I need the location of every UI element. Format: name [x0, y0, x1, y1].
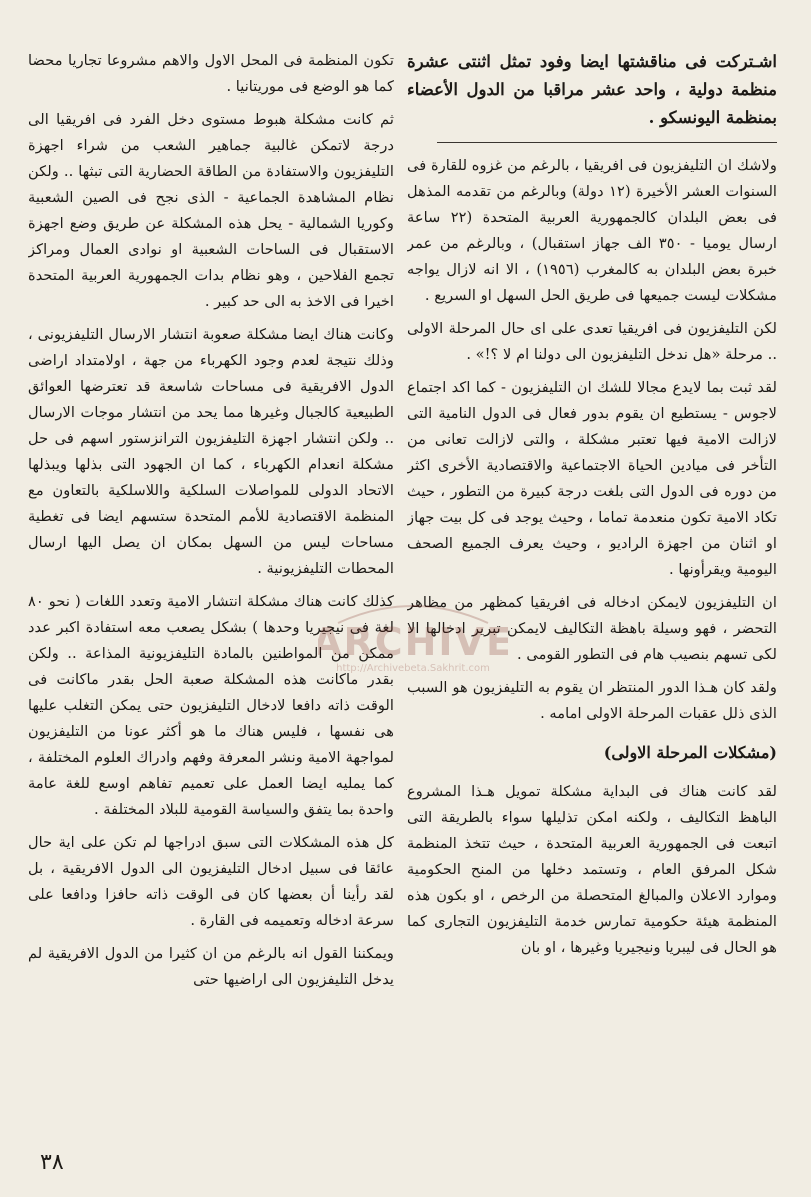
body-paragraph: ولقد كان هـذا الدور المنتظر ان يقوم به التليفزيون هو السبب الذى ذلل عقبات المرحلة الاولى امامه . [407, 679, 777, 722]
body-paragraph: ان التليفزيون لايمكن ادخاله فى افريقيا كمظهر من مظاهر التحضر ، فهو وسيلة باهظة التكاليف لايمكن تبرير ادخالها الا لكى تسهم بنصيب هام فى التطور القومى . [407, 594, 777, 663]
lead-divider [437, 142, 777, 143]
body-paragraph: كل هذه المشكلات التى سبق ادراجها لم تكن على اية حال عائقا فى سبيل ادخال التليفزيون الى الدول الافريقية ، بل لقد رأينا أن بعضها كان فى الوقت ذاته حافزا ودافعا على سرعة ادخاله وتعميمه فى القارة . [28, 834, 394, 929]
body-paragraph: وكانت هناك ايضا مشكلة صعوبة انتشار الارسال التليفزيونى ، وذلك نتيجة لعدم وجود الكهرباء من جهة ، اولامتداد اراضى الدول الافريقية فى مساحات شاسعة قد تعترضها العوائق الطبيعية كالجبال وغيرها مما يحد من انتشار موجات الارسال .. ولكن انتشار اجهزة التليفزيون الترانزستور اسهم فى حل مشكلة انعدام الكهرباء ، كما ان الجهود التى بذلها ويبذلها الاتحاد الدولى للمواصلات السلكية واللاسلكية بالتعاون مع المنظمة الاقتصادية للأمم المتحدة ستسهم ايضا فى تغطية مساحات ليس من السهل بمكان ان يصل اليها ارسال المحطات التليفزيونية . [28, 326, 394, 577]
body-paragraph: لقد ثبت بما لايدع مجالا للشك ان التليفزيون - كما اكد اجتماع لاجوس - يستطيع ان يقوم بدور فعال فى الدول النامية التى لازالت الامية فيها تعتبر مشكلة ، والتى لازالت تعانى من التأخر فى ميادين الحياة الاجتماعية والاقتصادية الأخرى اكثر من دوره فى الدول التى بلغت درجة كبيرة من التطور ، حيث تكاد الامية تكون منعدمة تماما ، وحيث يوجد فى كل بيت جهاز او اثنان من اجهزة الراديو ، وحيث يعرف الجميع الصحف اليومية ويقرأونها . [407, 379, 777, 578]
page-number: ٣٨ [40, 1150, 64, 1175]
watermark-url: http://Archivebeta.Sakhrit.com [336, 663, 490, 674]
body-paragraph: لقد كانت هناك فى البداية مشكلة تمويل هـذا المشروع الباهظ التكاليف ، ولكنه امكن تذليلها سواء بالطريقة التى اتبعت فى الجمهورية العربية المتحدة ، حيث تتخذ المنظمة شكل المرفق العام ، وتستمد دخلها من المنح الحكومية وموارد الاعلان والمبالغ المتحصلة من الرخص ، او بكون هذه المنظمة هيئة حكومية تمارس خدمة التليفزيون التجارى كما هو الحال فى ليبريا ونيجيريا وغيرها ، او بان [407, 783, 777, 956]
body-paragraph: لكن التليفزيون فى افريقيا تعدى على اى حال المرحلة الاولى .. مرحلة «هل ندخل التليفزيون الى دولنا ام لا ؟!» . [407, 320, 777, 363]
body-paragraph: تكون المنظمة فى المحل الاول والاهم مشروعا تجاريا محضا كما هو الوضع فى موريتانيا . [28, 52, 394, 95]
section-subheading: (مشكلات المرحلة الاولى) [603, 743, 777, 762]
lead-paragraph: اشـتركت فى مناقشتها ايضا وفود تمثل اثنتى عشرة منظمة دولية ، واحد عشر مراقبا من الدول الأعضاء بمنظمة اليونسكو . [407, 52, 777, 127]
svg-text:ARCHIVE: ARCHIVE [318, 620, 508, 664]
body-paragraph: ويمكننا القول انه بالرغم من ان كثيرا من الدول الافريقية لم يدخل التليفزيون الى اراضيها حتى [28, 945, 394, 988]
left-column [28, 48, 394, 1158]
body-paragraph: ثم كانت مشكلة هبوط مستوى دخل الفرد فى افريقيا الى درجة لاتمكن غالبية جماهير الشعب من شراء اجهزة التليفزيون والاستفادة من الطاقة الحضارية التى تبثها .. ولكن نظام المشاهدة الجماعية - الذى نجح فى الصين الشعبية وكوريا الشمالية - يحل هذه المشكلة عن طريق وضع اجهزة الاستقبال فى الساحات الشعبية او نوادى العمال ومراكز تجمع الفلاحين ، وهو نظام بدات الجمهورية العربية المتحدة اخيرا فى الاخذ به الى حد كبير . [28, 111, 394, 310]
body-paragraph: كذلك كانت هناك مشكلة انتشار الامية وتعدد اللغات ( نحو ٨٠ لغة فى نيجيريا وحدها ) بشكل يصعب معه استفادة اكبر عدد ممكن من المواطنين بالمادة التليفزيونية المذاعة .. ولكن بقدر ماكانت هذه المشكلة صعبة الحل بقدر ماكانت فى الوقت ذاته دافعا لادخال التليفزيون حتى يمكن التغلب عليها هى نفسها ، فليس هناك ما هو أكثر عونا من التليفزيون لمواجهة الامية ونشر المعرفة وفهم وادراك العلوم المختلفة ، كما يمليه ايضا العمل على تعميم تفاهم اوسع للغة عامة واحدة بما يتفق والسياسة القومية للبلاد المختلفة . [28, 593, 394, 818]
body-paragraph: ولاشك ان التليفزيون فى افريقيا ، بالرغم من غزوه للقارة فى السنوات العشر الأخيرة (١٢ دولة) وبالرغم من تقدمه المذهل فى بعض البلدان كالجمهورية العربية المتحدة (٢٢ ساعة ارسال يوميا - ٣٥٠ الف جهاز استقبال) ، وبالرغم من عمر خبرة بعض البلدان به كالمغرب (١٩٥٦) ، الا انه لازال يواجه مشكلات ليست جميعها فى طريق الحل السهل او السريع . [407, 157, 777, 304]
right-column [407, 48, 777, 1158]
